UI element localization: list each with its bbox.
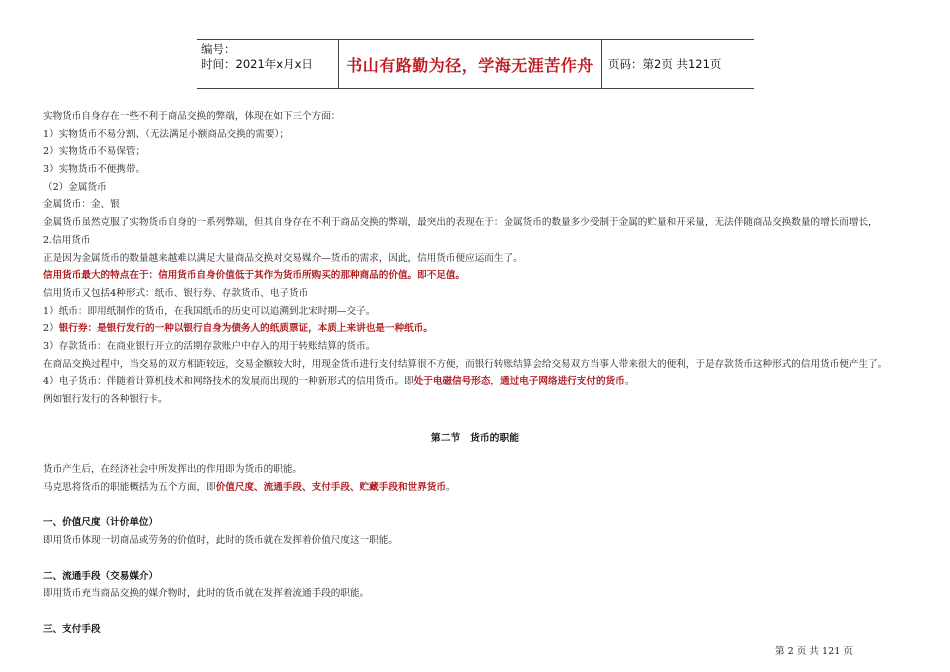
body-line: 金属货币虽然克服了实物货币自身的一系列弊端，但其自身存在不利于商品交换的弊端，最突出的表现在于：金属货币的数量多少受制于金属的贮量和开采量，无法伴随商品交换数量的增长而增长， [43, 217, 878, 228]
line-text: 。 [445, 482, 456, 493]
page-footer: 第 2 页 共 121 页 [774, 646, 853, 657]
line-text: 。 [624, 376, 635, 387]
emphasis-text: 银行券：是银行发行的一种以银行自身为债务人的纸质票证，本质上来讲也是一种纸币。 [58, 323, 433, 334]
body-line: （2）金属货币 [43, 182, 107, 193]
emphasis-line: 信用货币最大的特点在于：信用货币自身价值低于其作为货币所购买的那种商品的价值。即不足值。 [43, 270, 466, 281]
list-number: 2） [43, 323, 59, 334]
line-text: 马克思将货币的职能概括为五个方面，即 [43, 482, 216, 493]
header-meta-cell [197, 40, 339, 88]
body-line: 正是因为金属货币的数量越来越难以满足大量商品交换对交易媒介—货币的需求，因此，信用货币便应运而生了。 [43, 253, 523, 264]
emphasis-text: 通过电子网络进行支付的货币 [500, 376, 625, 387]
line-text: 4）电子货币：伴随着计算机技术和网络技术的发展而出现的一种新形式的信用货币。即 [43, 376, 414, 387]
body-line: 金属货币：金、银 [43, 199, 120, 210]
body-line: 1）纸币：即用纸制作的货币，在我国纸币的历史可以追溯到北宋时期—交子。 [43, 306, 376, 317]
body-line: 例如银行发行的各种银行卡。 [43, 394, 168, 405]
emphasis-text: 处于电磁信号形态 [413, 376, 491, 387]
body-line: 3）实物货币不便携带。 [43, 164, 146, 175]
body-line [43, 323, 433, 335]
header-motto: 书山有路勤为径，学海无涯苦作舟 [339, 40, 602, 88]
heading-circulation: 二、流通手段（交易媒介） [43, 571, 159, 582]
body-line: 3）存款货币：在商业银行开立的活期存款账户中存入的用于转账结算的货币。 [43, 341, 376, 352]
body-line: 货币产生后，在经济社会中所发挥出的作用即为货币的职能。 [43, 464, 303, 475]
body-line [43, 482, 456, 494]
line-text: ， [490, 376, 501, 387]
body-line: 1）实物货币不易分割、（无法满足小额商品交换的需要）； [43, 129, 289, 140]
body-line: 实物货币自身存在一些不利于商品交换的弊端，体现在如下三个方面： [43, 111, 341, 122]
body-line: 2）实物货币不易保管； [43, 146, 146, 157]
section-title: 第二节 货币的职能 [430, 433, 520, 444]
header-page-code: 页码：第2页 共121页 [608, 57, 722, 71]
header-table [197, 39, 754, 89]
body-line [43, 376, 634, 388]
body-line: 即用货币体现一切商品或劳务的价值时，此时的货币就在发挥着价值尺度这一职能。 [43, 535, 398, 546]
subsection-heading: 2.信用货币 [43, 235, 91, 246]
heading-value-measure: 一、价值尺度（计价单位） [43, 517, 159, 528]
number-label: 编号： [201, 42, 236, 56]
body-line: 即用货币充当商品交换的媒介物时，此时的货币就在发挥着流通手段的职能。 [43, 588, 370, 599]
body-line: 信用货币又包括4种形式：纸币、银行券、存款货币、电子货币 [43, 288, 309, 299]
body-line: 在商品交换过程中，当交易的双方相距较远，交易金额较大时，用现金货币进行支付结算很不方便，而银行转账结算会给交易双方当事人带来很大的便利，于是存款货币这种形式的信用货币便产生了。 [43, 359, 888, 370]
heading-payment: 三、支付手段 [43, 624, 101, 635]
time-label: 时间：2021年x月x日 [201, 57, 313, 71]
emphasis-text: 价值尺度、流通手段、支付手段、贮藏手段和世界货币 [215, 482, 446, 493]
